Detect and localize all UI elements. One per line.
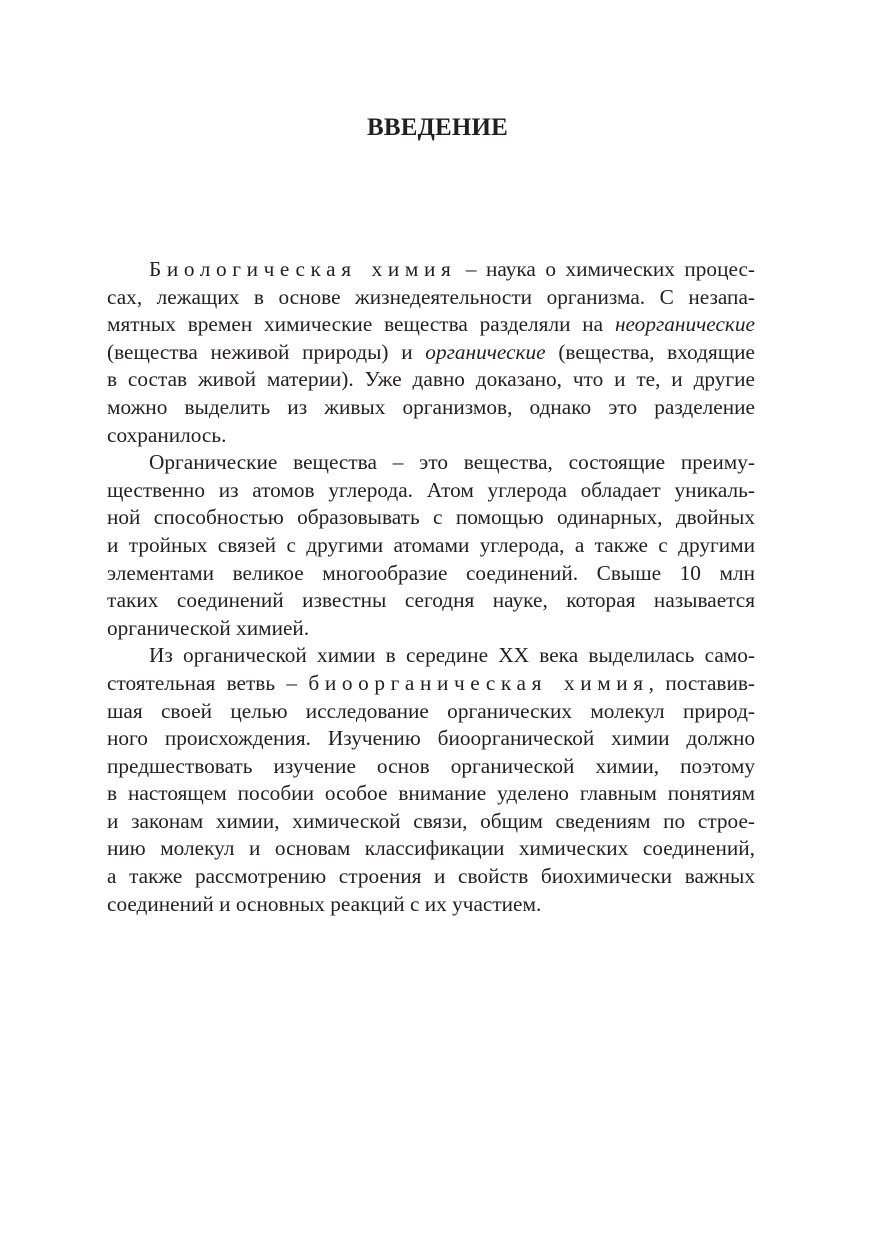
paragraph <box>107 642 755 918</box>
text-run: элементами великое многообразие соединений. Свыше 10 млн <box>107 560 755 585</box>
text-run: и законам химии, химической связи, общим сведениям по строе- <box>107 808 755 833</box>
text-line <box>107 808 755 836</box>
text-line <box>107 339 755 367</box>
text-run: сах, лежащих в основе жизнедеятельности организма. С незапа- <box>107 284 755 309</box>
text-run: в состав живой материи). Уже давно доказано, что и те, и другие <box>107 367 755 392</box>
text-run: щественно из атомов углерода. Атом углерода обладает уникаль- <box>107 477 755 502</box>
text-run: ного происхождения. Изучению биоорганической химии должно <box>107 726 755 751</box>
text-run: шая своей целью исследование органических молекул природ- <box>107 698 755 723</box>
text-run: соединений и основных реакций с их участием. <box>107 891 542 916</box>
text-line <box>107 560 755 588</box>
text-run: – наука о химических процес- <box>456 257 755 281</box>
italic-term: органические <box>425 339 546 364</box>
text-run: а также рассмотрению строения и свойств биохимически важных <box>107 864 755 889</box>
text-line <box>107 477 755 505</box>
text-line <box>107 366 755 394</box>
paragraph <box>107 256 755 449</box>
text-run: Органические вещества – это вещества, состоящие преиму- <box>149 450 755 475</box>
spaced-term: Биологическая химия <box>149 257 457 281</box>
text-run: в настоящем пособии особое внимание уделено главным понятиям <box>107 781 755 806</box>
text-line <box>107 725 755 753</box>
text-run: (вещества неживой природы) и <box>107 339 426 364</box>
text-line <box>107 670 755 698</box>
text-line <box>107 891 755 919</box>
body-text <box>107 256 755 918</box>
text-line <box>107 311 755 339</box>
text-run: (вещества, входящие <box>545 339 755 364</box>
spaced-term: биоорганическая химия <box>308 670 649 695</box>
text-line <box>107 835 755 863</box>
italic-term: неорганические <box>614 312 755 337</box>
page-title: ВВЕДЕНИЕ <box>366 114 509 141</box>
text-run: , поставив- <box>648 670 755 695</box>
text-line <box>107 284 755 312</box>
text-run: мятных времен химические вещества разделяли на <box>107 312 615 337</box>
text-line <box>107 753 755 781</box>
text-run: нию молекул и основам классификации химических соединений, <box>107 836 755 861</box>
paragraph <box>107 449 755 642</box>
text-line <box>107 863 755 891</box>
text-line <box>107 449 755 477</box>
text-line <box>107 642 755 670</box>
text-line <box>107 532 755 560</box>
text-line <box>107 394 755 422</box>
text-line <box>107 422 755 450</box>
text-line <box>107 256 755 284</box>
text-run: таких соединений известны сегодня науке, которая называется <box>107 588 755 613</box>
text-line <box>107 615 755 643</box>
text-run: и тройных связей с другими атомами углерода, а также с другими <box>107 532 755 557</box>
text-run: предшествовать изучение основ органической химии, поэтому <box>107 753 755 778</box>
text-line <box>107 504 755 532</box>
text-run: Из органической химии в середине XX века выделилась само- <box>149 643 755 668</box>
text-line <box>107 698 755 726</box>
text-run: можно выделить из живых организмов, однако это разделение <box>107 394 755 419</box>
text-run: стоятельная ветвь – <box>107 670 309 695</box>
text-line <box>107 780 755 808</box>
text-run: сохранилось. <box>107 422 227 447</box>
text-run: ной способностью образовывать с помощью одинарных, двойных <box>107 505 755 530</box>
text-line <box>107 587 755 615</box>
text-run: органической химией. <box>107 615 310 640</box>
